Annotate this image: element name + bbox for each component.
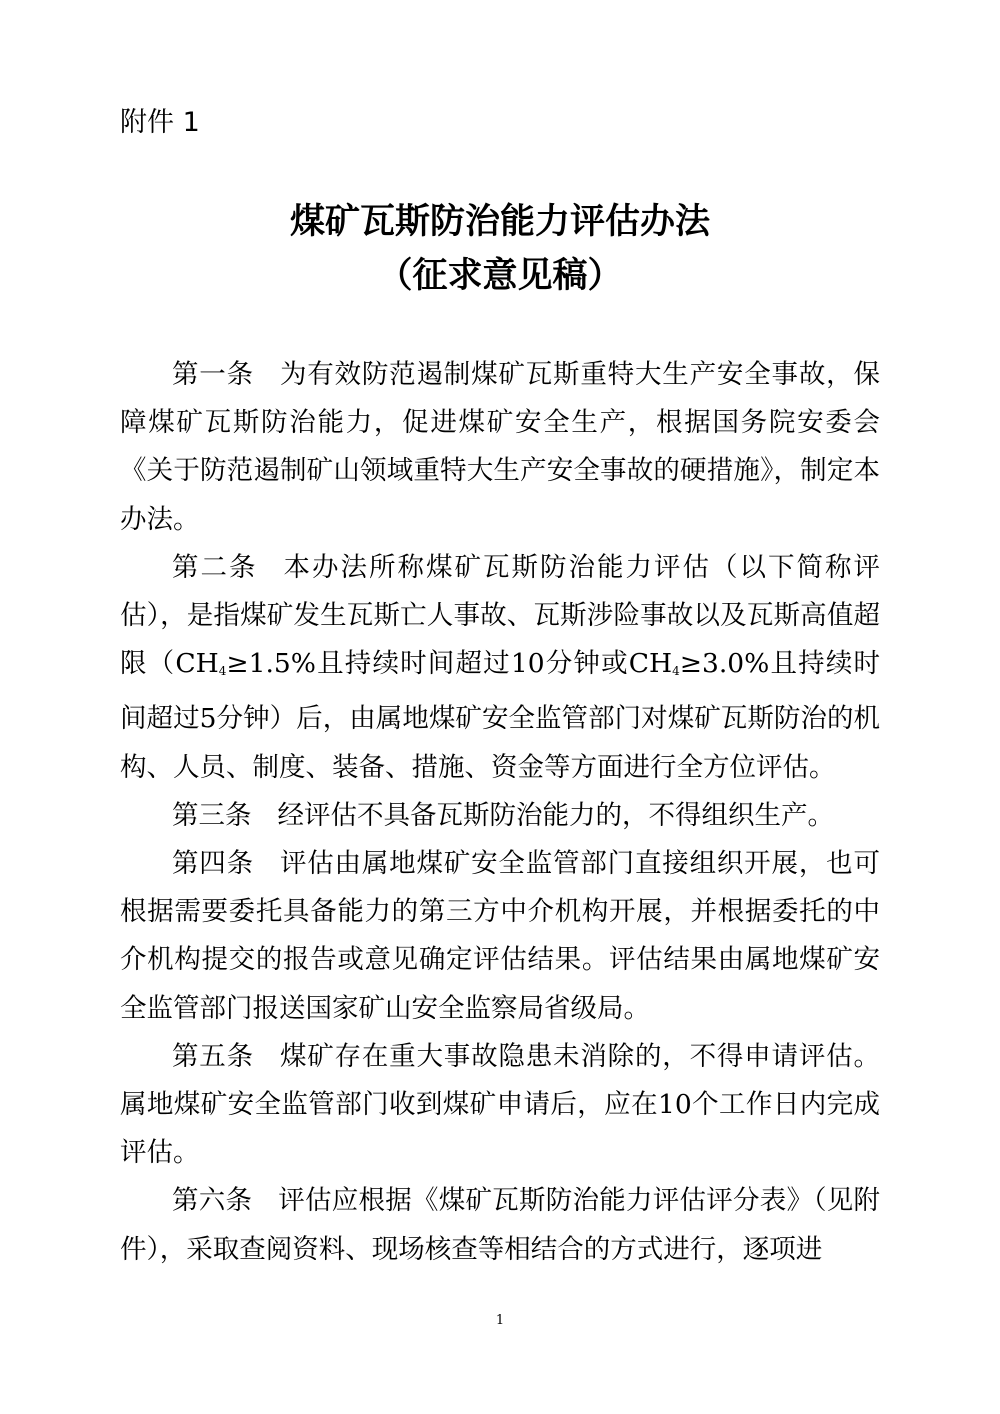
article-6 [120, 1177, 880, 1273]
duration-number: 5 [199, 703, 217, 735]
article-text: 个工作日内完成评估。 [120, 1089, 881, 1169]
article-1 [120, 351, 880, 544]
article-text: 评估应根据《煤矿瓦斯防治能力评估评分表》（见附件），采取查阅资料、现场核查等相结合的方式进行，逐项进 [120, 1185, 880, 1265]
document-title: 煤矿瓦斯防治能力评估办法 [289, 202, 710, 242]
article-text: 为有效防范遏制煤矿瓦斯重特大生产安全事故，保障煤矿瓦斯防治能力，促进煤矿安全生产，根据国务院安委会《关于防范遏制矿山领域重特大生产安全事故的硬措施》，制定本办法。 [120, 359, 880, 535]
article-number: 第三条 [172, 799, 252, 831]
workday-number: 10 [657, 1089, 692, 1121]
methane-subscript: 4 [672, 664, 680, 679]
article-text: 分钟或 [544, 648, 629, 680]
methane-formula: CH [175, 648, 219, 680]
article-text: 本办法所称煤矿瓦斯防治能力评估（以下简称评估），是指煤矿发生瓦斯亡人事故、瓦斯涉险事故以及瓦斯高值超限（ [120, 551, 880, 680]
methane-subscript: 4 [218, 664, 227, 679]
methane-formula: CH [628, 648, 673, 680]
article-text: 煤矿存在重大事故隐患未消除的，不得申请评估。属地煤矿安全监管部门收到煤矿申请后，应在 [120, 1040, 880, 1121]
duration-number: 10 [510, 648, 545, 680]
document-body [120, 351, 880, 1274]
methane-threshold: ≥3.0% [679, 648, 770, 680]
article-4 [120, 840, 880, 1033]
article-text: 经评估不具备瓦斯防治能力的，不得组织生产。 [277, 799, 834, 831]
article-number: 第六条 [172, 1185, 253, 1217]
article-text: 分钟）后，由属地煤矿安全监管部门对煤矿瓦斯防治的机构、人员、制度、装备、措施、资金等方面进行全方位评估。 [120, 703, 881, 783]
document-subtitle: （征求意见稿） [377, 256, 623, 296]
article-3 [120, 792, 880, 840]
article-number: 第五条 [172, 1040, 254, 1072]
attachment-label: 附件 1 [120, 107, 200, 138]
article-text: 且持续时间超过 [120, 648, 881, 735]
article-text: 且持续时间超过 [315, 648, 511, 680]
article-number: 第二条 [172, 551, 258, 583]
page-number: 1 [495, 1313, 505, 1328]
methane-threshold: ≥1.5% [226, 648, 316, 680]
article-5 [120, 1033, 880, 1178]
article-number: 第一条 [172, 359, 254, 390]
article-number: 第四条 [172, 848, 254, 880]
article-2 [120, 544, 880, 792]
article-text: 评估由属地煤矿安全监管部门直接组织开展，也可根据需要委托具备能力的第三方中介机构开展，并根据委托的中介机构提交的报告或意见确定评估结果。评估结果由属地煤矿安全监管部门报送国家矿山安全监察局省级局。 [120, 848, 880, 1024]
